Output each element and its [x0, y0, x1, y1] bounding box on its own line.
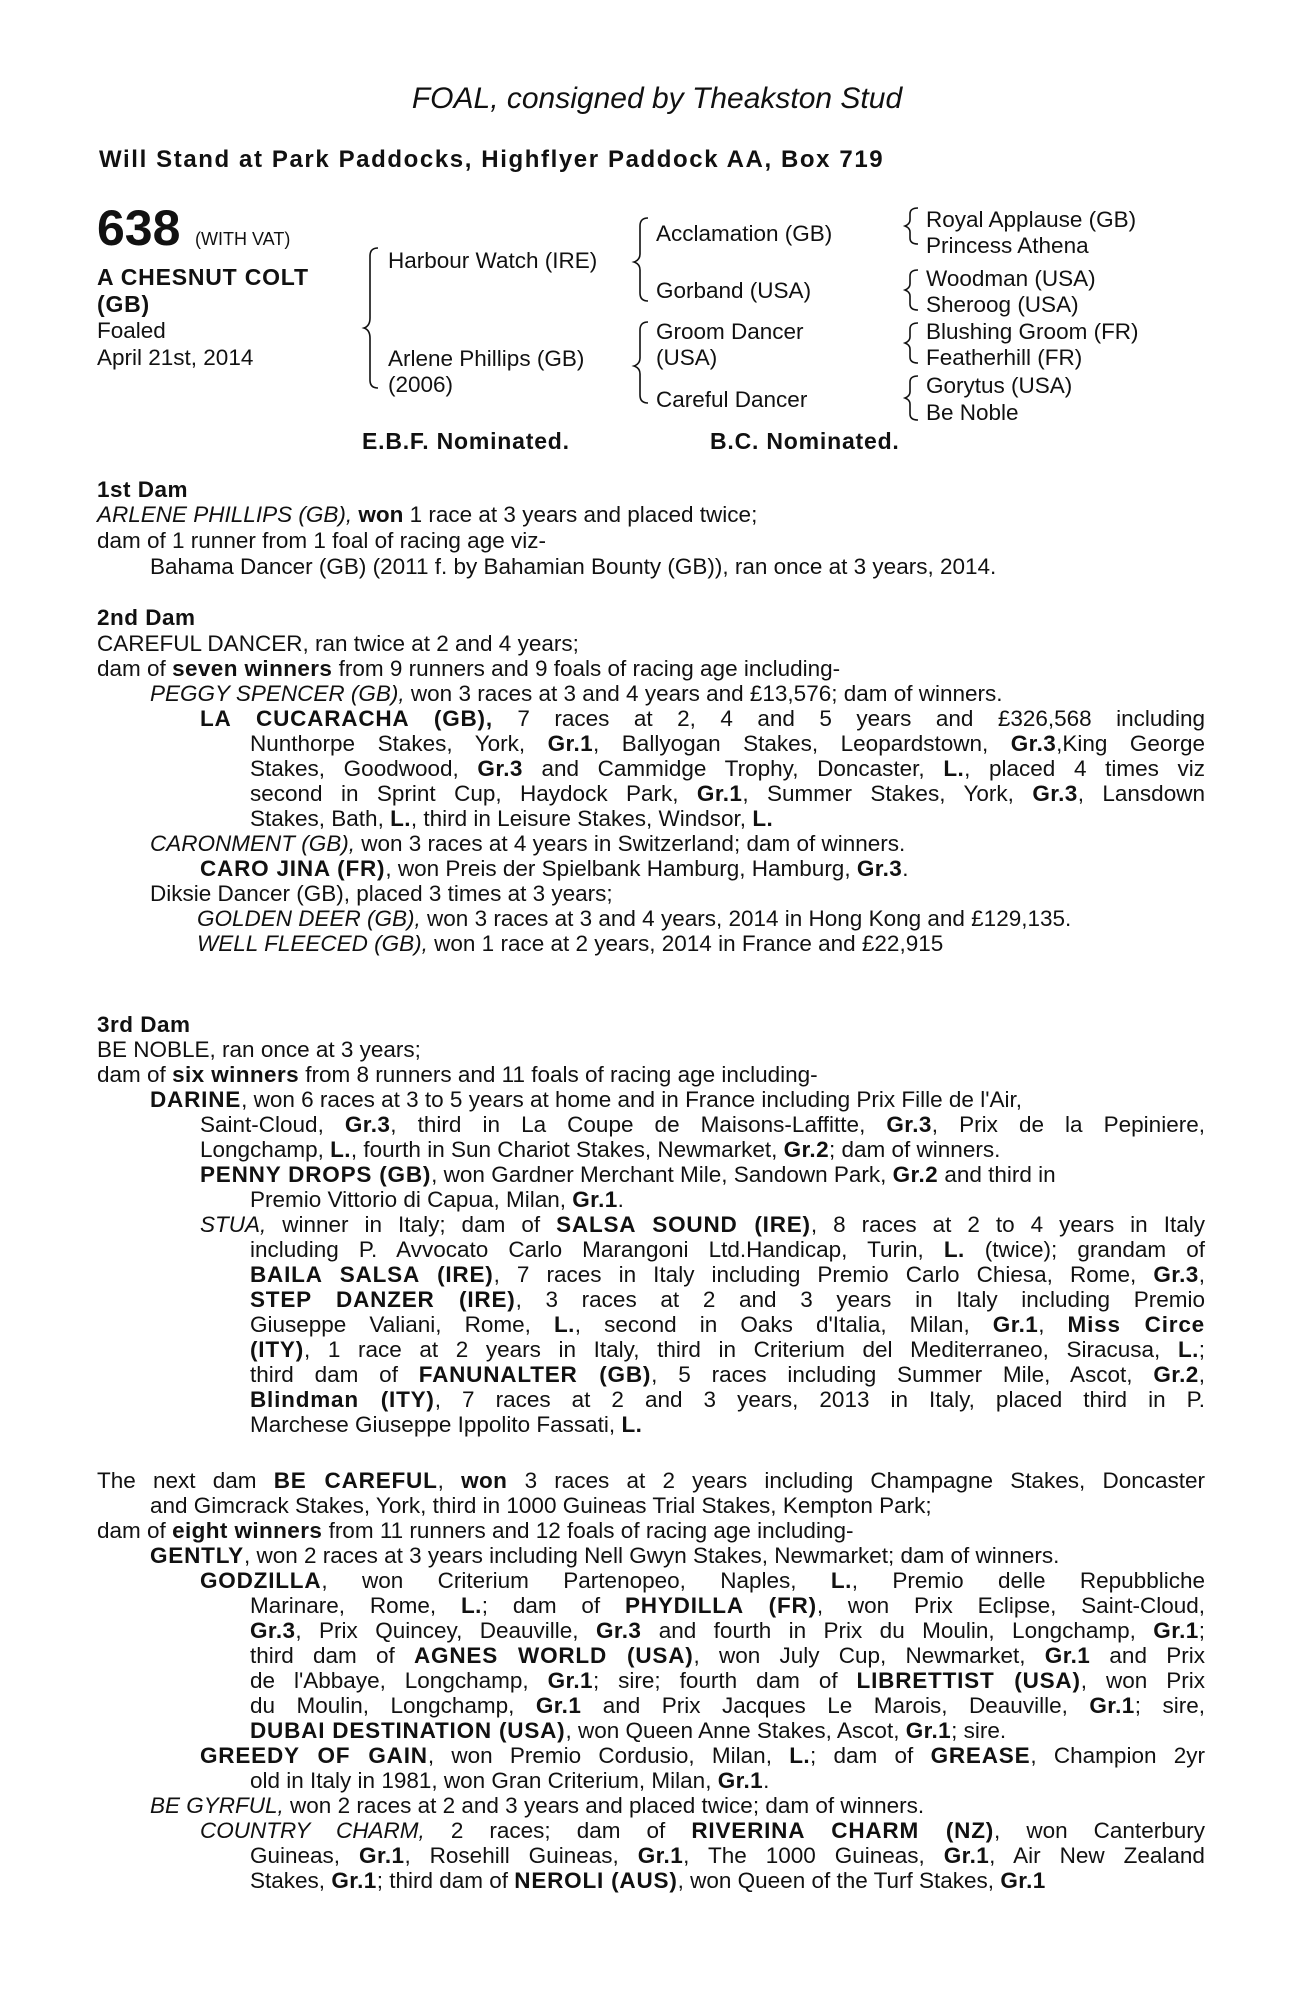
dam-year: (2006): [388, 372, 454, 397]
first-dam-line: Bahama Dancer (GB) (2011 f. by Bahamian Bounty (GB)), ran once at 3 years, 2014.: [150, 554, 997, 579]
ancestor: Blushing Groom (FR): [926, 319, 1139, 344]
second-dam-heading: 2nd Dam: [97, 605, 196, 630]
third-dam-line: DARINE, won 6 races at 3 to 5 years at home and in France including Prix Fille de l'Air,: [150, 1087, 1022, 1112]
second-dam-line: Nunthorpe Stakes, York, Gr.1, Ballyogan Stakes, Leopardstown, Gr.3,King George: [250, 731, 1205, 756]
pedigree-brace: [634, 218, 648, 301]
next-dam-line: GREEDY OF GAIN, won Premio Cordusio, Milan, L.; dam of GREASE, Champion 2yr: [200, 1743, 1205, 1768]
third-dam-line: STUA, winner in Italy; dam of SALSA SOUND (IRE), 8 races at 2 to 4 years in Italy: [200, 1212, 1205, 1237]
third-dam-line: dam of six winners from 8 runners and 11 foals of racing age including-: [97, 1062, 818, 1087]
ancestor: Gorytus (USA): [926, 373, 1073, 398]
next-dam-line: BE GYRFUL, won 2 races at 2 and 3 years and placed twice; dam of winners.: [150, 1793, 925, 1818]
first-dam-line: ARLENE PHILLIPS (GB), won 1 race at 3 years and placed twice;: [97, 502, 758, 527]
lot-name-line1: A CHESNUT COLT: [97, 264, 309, 290]
third-dam-line: STEP DANZER (IRE), 3 races at 2 and 3 years in Italy including Premio: [250, 1287, 1206, 1312]
next-dam-line: GENTLY, won 2 races at 3 years including Nell Gwyn Stakes, Newmarket; dam of winners.: [150, 1543, 1060, 1568]
third-dam-line: BAILA SALSA (IRE), 7 races in Italy including Premio Carlo Chiesa, Rome, Gr.3,: [250, 1262, 1205, 1287]
dam-sire-country: (USA): [656, 345, 718, 370]
next-dam-line: Gr.3, Prix Quincey, Deauville, Gr.3 and fourth in Prix du Moulin, Longchamp, Gr.1;: [250, 1618, 1205, 1643]
next-dam-line: third dam of AGNES WORLD (USA), won July Cup, Newmarket, Gr.1 and Prix: [250, 1643, 1205, 1668]
dam-dam: Careful Dancer: [656, 387, 808, 412]
pedigree-brace: [905, 323, 918, 363]
lot-number: 638: [97, 200, 181, 256]
next-dam-line: Marinare, Rome, L.; dam of PHYDILLA (FR), won Prix Eclipse, Saint-Cloud,: [250, 1593, 1205, 1618]
next-dam-line: The next dam BE CAREFUL, won 3 races at 2 years including Champagne Stakes, Doncaster: [97, 1468, 1206, 1493]
foaled-date: April 21st, 2014: [97, 345, 254, 370]
pedigree-brace: [634, 322, 648, 403]
vat-note: (WITH VAT): [195, 229, 291, 249]
second-dam-line: CARO JINA (FR), won Preis der Spielbank Hamburg, Hamburg, Gr.3.: [200, 856, 909, 881]
second-dam-line: Diksie Dancer (GB), placed 3 times at 3 years;: [150, 881, 613, 906]
third-dam-line: PENNY DROPS (GB), won Gardner Merchant Mile, Sandown Park, Gr.2 and third in: [200, 1162, 1056, 1187]
third-dam-line: third dam of FANUNALTER (GB), 5 races including Summer Mile, Ascot, Gr.2,: [250, 1362, 1205, 1387]
dam: Arlene Phillips (GB): [388, 346, 585, 371]
second-dam-line: Stakes, Bath, L., third in Leisure Stakes, Windsor, L.: [250, 806, 774, 831]
ancestor: Woodman (USA): [926, 266, 1096, 291]
pedigree-brace: [905, 208, 918, 244]
third-dam-line: Saint-Cloud, Gr.3, third in La Coupe de Maisons-Laffitte, Gr.3, Prix de la Pepiniere,: [200, 1112, 1205, 1137]
foaled-label: Foaled: [97, 318, 166, 343]
next-dam-line: DUBAI DESTINATION (USA), won Queen Anne Stakes, Ascot, Gr.1; sire.: [250, 1718, 1007, 1743]
ancestor: Be Noble: [926, 400, 1019, 425]
ebf-nomination: E.B.F. Nominated.: [362, 428, 570, 454]
third-dam-line: Marchese Giuseppe Ippolito Fassati, L.: [250, 1412, 643, 1437]
next-dam-line: du Moulin, Longchamp, Gr.1 and Prix Jacques Le Marois, Deauville, Gr.1; sire,: [250, 1693, 1205, 1718]
page-title: FOAL, consigned by Theakston Stud: [411, 82, 903, 115]
third-dam-line: Blindman (ITY), 7 races at 2 and 3 years, 2013 in Italy, placed third in P.: [250, 1387, 1205, 1412]
next-dam-line: and Gimcrack Stakes, York, third in 1000 Guineas Trial Stakes, Kempton Park;: [150, 1493, 932, 1518]
second-dam-line: PEGGY SPENCER (GB), won 3 races at 3 and 4 years and £13,576; dam of winners.: [150, 681, 1003, 706]
next-dam-line: COUNTRY CHARM, 2 races; dam of RIVERINA CHARM (NZ), won Canterbury: [200, 1818, 1205, 1843]
pedigree-brace: [905, 270, 918, 310]
next-dam-line: GODZILLA, won Criterium Partenopeo, Naples, L., Premio delle Repubbliche: [200, 1568, 1205, 1593]
first-dam-line: dam of 1 runner from 1 foal of racing age viz-: [97, 528, 546, 553]
next-dam-line: dam of eight winners from 11 runners and 12 foals of racing age including-: [97, 1518, 854, 1543]
next-dam-line: Guineas, Gr.1, Rosehill Guineas, Gr.1, The 1000 Guineas, Gr.1, Air New Zealand: [250, 1843, 1205, 1868]
second-dam-line: CAREFUL DANCER, ran twice at 2 and 4 years;: [97, 631, 579, 656]
third-dam-line: Premio Vittorio di Capua, Milan, Gr.1.: [250, 1187, 624, 1212]
third-dam-line: BE NOBLE, ran once at 3 years;: [97, 1037, 421, 1062]
second-dam-line: GOLDEN DEER (GB), won 3 races at 3 and 4 years, 2014 in Hong Kong and £129,135.: [197, 906, 1072, 931]
pedigree-brace: [364, 248, 378, 388]
second-dam-line: LA CUCARACHA (GB), 7 races at 2, 4 and 5 years and £326,568 including: [200, 706, 1205, 731]
next-dam-line: Stakes, Gr.1; third dam of NEROLI (AUS), won Queen of the Turf Stakes, Gr.1: [250, 1868, 1046, 1893]
ancestor: Featherhill (FR): [926, 345, 1083, 370]
first-dam-heading: 1st Dam: [97, 477, 189, 502]
sire-sire: Acclamation (GB): [656, 221, 833, 246]
second-dam-line: dam of seven winners from 9 runners and 9 foals of racing age including-: [97, 656, 841, 681]
horse-name: ARLENE PHILLIPS (GB),: [97, 502, 353, 527]
pedigree-brace: [905, 376, 918, 420]
second-dam-line: Stakes, Goodwood, Gr.3 and Cammidge Trophy, Doncaster, L., placed 4 times viz: [250, 756, 1205, 781]
lot-name-line2: (GB): [97, 291, 151, 317]
third-dam-line: including P. Avvocato Carlo Marangoni Ltd.Handicap, Turin, L. (twice); grandam of: [250, 1237, 1205, 1262]
sire-dam: Gorband (USA): [656, 278, 812, 303]
third-dam-line: Giuseppe Valiani, Rome, L., second in Oaks d'Italia, Milan, Gr.1, Miss Circe: [250, 1312, 1205, 1337]
bc-nomination: B.C. Nominated.: [710, 428, 900, 454]
next-dam-line: old in Italy in 1981, won Gran Criterium, Milan, Gr.1.: [250, 1768, 770, 1793]
ancestor: Royal Applause (GB): [926, 207, 1137, 232]
third-dam-line: Longchamp, L., fourth in Sun Chariot Stakes, Newmarket, Gr.2; dam of winners.: [200, 1137, 1001, 1162]
sire: Harbour Watch (IRE): [388, 248, 598, 273]
ancestor: Princess Athena: [926, 233, 1089, 258]
second-dam-line: CARONMENT (GB), won 3 races at 4 years in Switzerland; dam of winners.: [150, 831, 906, 856]
ancestor: Sheroog (USA): [926, 292, 1079, 317]
third-dam-heading: 3rd Dam: [97, 1012, 191, 1037]
third-dam-line: (ITY), 1 race at 2 years in Italy, third in Criterium del Mediterraneo, Siracusa, L.;: [250, 1337, 1205, 1362]
dam-sire: Groom Dancer: [656, 319, 804, 344]
second-dam-line: WELL FLEECED (GB), won 1 race at 2 years, 2014 in France and £22,915: [197, 931, 944, 956]
stand-location: Will Stand at Park Paddocks, Highflyer Paddock AA, Box 719: [99, 146, 885, 173]
second-dam-line: second in Sprint Cup, Haydock Park, Gr.1, Summer Stakes, York, Gr.3, Lansdown: [250, 781, 1205, 806]
next-dam-line: de l'Abbaye, Longchamp, Gr.1; sire; fourth dam of LIBRETTIST (USA), won Prix: [250, 1668, 1205, 1693]
